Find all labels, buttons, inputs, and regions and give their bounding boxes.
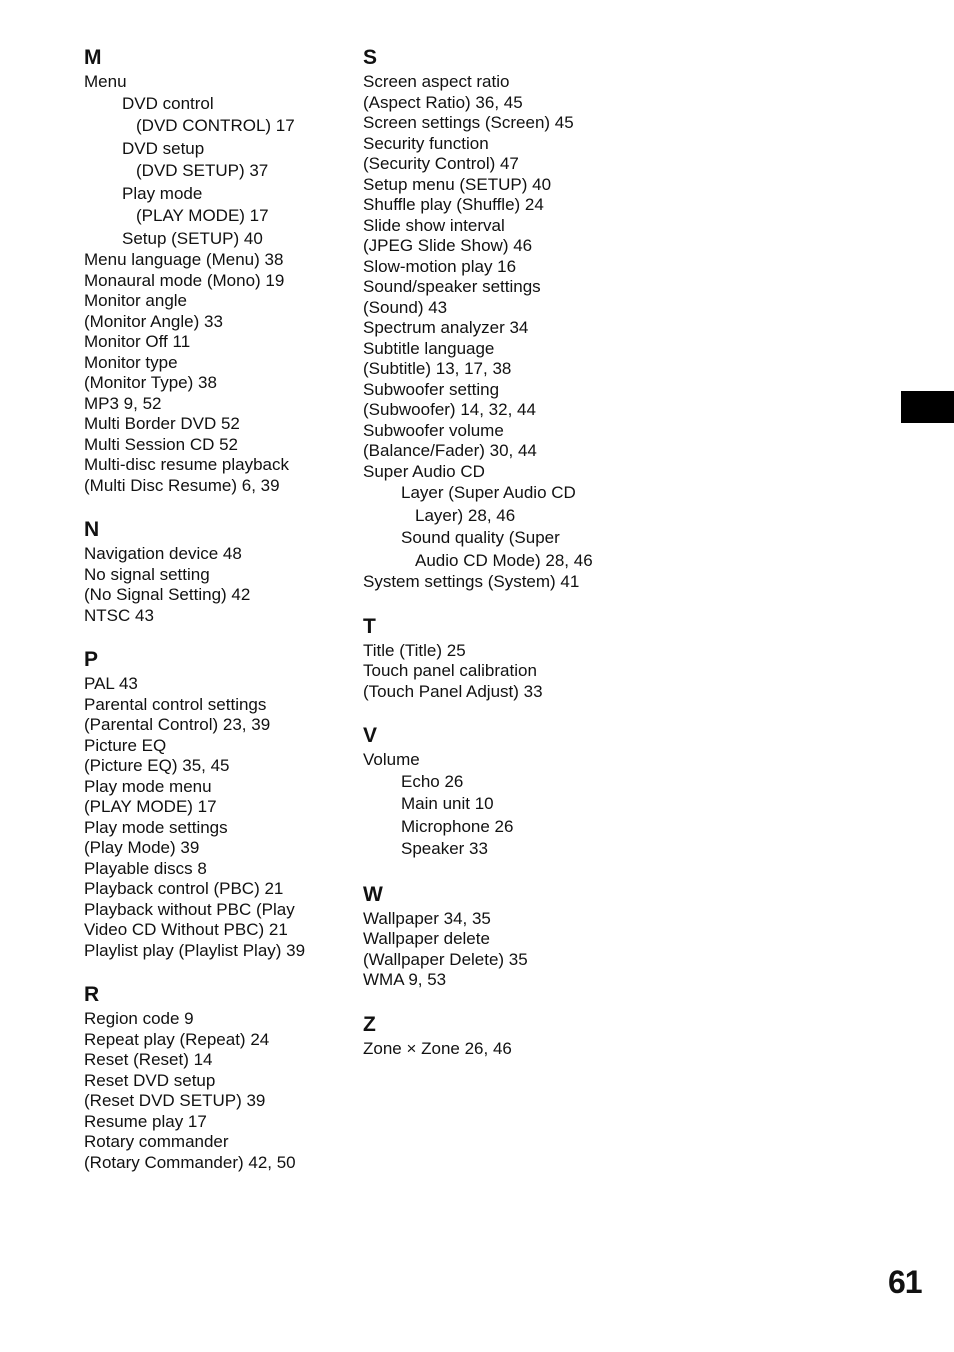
index-entry: Setup menu (SETUP) 40 [363, 174, 552, 194]
index-entry: Menu language (Menu) 38 [84, 250, 284, 269]
index-entry: (JPEG Slide Show) 46 [363, 236, 533, 255]
index-entry: Zone × Zone 26, 46 [363, 1038, 512, 1058]
index-section-r [84, 981, 349, 1173]
index-section-z [363, 1011, 663, 1060]
index-entry: Reset DVD setup [84, 1070, 216, 1090]
index-entry: Screen aspect ratio [363, 72, 510, 91]
index-entry: Rotary commander [84, 1132, 229, 1151]
index-subentry: DVD setup [122, 138, 205, 158]
index-section-v [363, 722, 663, 861]
index-entry: Spectrum analyzer 34 [363, 318, 529, 337]
section-thumb-tab [901, 391, 954, 423]
section-letter: V [363, 724, 378, 747]
index-subentry: Layer (Super Audio CD [401, 483, 576, 502]
index-entry: Resume play 17 [84, 1111, 207, 1131]
index-section-w [363, 881, 663, 991]
index-entry: NTSC 43 [84, 605, 154, 625]
index-column-right [363, 44, 663, 1079]
section-letter: T [363, 614, 376, 638]
index-entry: (Balance/Fader) 30, 44 [363, 441, 537, 460]
index-entry: Wallpaper 34, 35 [363, 908, 491, 928]
index-entry: (Monitor Type) 38 [84, 373, 217, 392]
index-entry: Super Audio CD [363, 461, 485, 481]
index-entry: Playlist play (Playlist Play) 39 [84, 940, 306, 960]
index-section-p [84, 646, 349, 961]
index-entry: Shuffle play (Shuffle) 24 [363, 195, 544, 214]
index-entry: Repeat play (Repeat) 24 [84, 1029, 270, 1049]
section-letter: Z [363, 1012, 376, 1036]
index-entry: Menu [84, 72, 127, 91]
index-entry: Play mode menu [84, 776, 212, 796]
index-entry: (Monitor Angle) 33 [84, 311, 223, 331]
index-entry: Parental control settings [84, 694, 267, 714]
index-entry: Wallpaper delete [363, 929, 490, 948]
section-letter: S [363, 46, 378, 69]
section-letter: R [84, 983, 100, 1006]
index-entry: Playable discs 8 [84, 858, 207, 878]
index-entry: WMA 9, 53 [363, 970, 447, 989]
index-entry: Slide show interval [363, 215, 505, 235]
index-column-left [84, 44, 349, 1193]
index-subentry: Microphone 26 [401, 816, 514, 836]
index-entry: (PLAY MODE) 17 [84, 797, 217, 816]
index-entry: Monitor angle [84, 291, 188, 310]
section-letter: P [84, 648, 99, 671]
index-entry: Multi-disc resume playback [84, 455, 290, 474]
index-entry: System settings (System) 41 [363, 572, 580, 591]
index-entry: Slow-motion play 16 [363, 256, 517, 276]
index-subentry: Audio CD Mode) 28, 46 [415, 550, 593, 570]
index-entry: Sound/speaker settings [363, 277, 541, 296]
index-subentry: DVD control [122, 93, 214, 113]
index-section-n [84, 516, 349, 626]
index-entry: (Subwoofer) 14, 32, 44 [363, 400, 536, 419]
section-letter: W [363, 882, 383, 906]
index-entry: Security function [363, 133, 489, 153]
index-subentry: Sound quality (Super [401, 528, 560, 547]
index-subentry: Speaker 33 [401, 839, 488, 858]
index-entry: Volume [363, 750, 420, 769]
index-entry: (Play Mode) 39 [84, 838, 200, 857]
index-entry: (No Signal Setting) 42 [84, 585, 251, 604]
index-entry: (Multi Disc Resume) 6, 39 [84, 475, 280, 495]
index-entry: (Wallpaper Delete) 35 [363, 949, 528, 969]
index-entry: Navigation device 48 [84, 544, 242, 563]
index-entry: Subtitle language [363, 338, 495, 358]
index-entry: No signal setting [84, 564, 210, 584]
index-entry: Play mode settings [84, 817, 228, 837]
index-entry: (Reset DVD SETUP) 39 [84, 1091, 266, 1110]
index-entry: Picture EQ [84, 735, 167, 755]
index-entry: Touch panel calibration [363, 661, 537, 680]
index-subentry: Main unit 10 [401, 794, 494, 813]
section-letter: N [84, 518, 100, 541]
index-subentry: (DVD SETUP) 37 [136, 161, 269, 180]
index-section-t [363, 613, 663, 703]
index-entry: Subwoofer volume [363, 420, 504, 440]
index-subentry: Play mode [122, 183, 203, 203]
index-entry: Subwoofer setting [363, 379, 500, 399]
index-entry: Monitor Off 11 [84, 332, 191, 351]
index-entry: PAL 43 [84, 674, 138, 693]
index-entry: (Subtitle) 13, 17, 38 [363, 359, 512, 378]
index-subentry: Layer) 28, 46 [415, 505, 516, 525]
index-section-m [84, 44, 349, 496]
index-entry: Multi Session CD 52 [84, 434, 239, 454]
index-entry: (Touch Panel Adjust) 33 [363, 681, 543, 701]
index-entry: MP3 9, 52 [84, 393, 162, 413]
index-subentry: (PLAY MODE) 17 [136, 206, 269, 225]
index-entry: Reset (Reset) 14 [84, 1050, 213, 1069]
index-entry: Monaural mode (Mono) 19 [84, 270, 285, 290]
index-entry: (Parental Control) 23, 39 [84, 715, 271, 734]
index-entry: Monitor type [84, 352, 178, 372]
index-subentry: Setup (SETUP) 40 [122, 228, 263, 248]
index-entry: (Sound) 43 [363, 297, 448, 317]
index-entry: (Security Control) 47 [363, 154, 519, 173]
index-entry: (Aspect Ratio) 36, 45 [363, 92, 523, 112]
index-entry: Screen settings (Screen) 45 [363, 113, 574, 132]
index-entry: (Rotary Commander) 42, 50 [84, 1152, 296, 1172]
index-entry: Title (Title) 25 [363, 640, 466, 660]
index-entry: Playback without PBC (Play [84, 899, 295, 919]
index-subentry: Echo 26 [401, 771, 464, 791]
index-entry: Playback control (PBC) 21 [84, 879, 284, 898]
section-letter: M [84, 46, 102, 69]
page-number: 61 [888, 1264, 922, 1300]
index-entry: Region code 9 [84, 1009, 194, 1028]
index-entry: Video CD Without PBC) 21 [84, 920, 288, 939]
index-subentry: (DVD CONTROL) 17 [136, 116, 295, 135]
index-section-s [363, 44, 663, 593]
index-entry: Multi Border DVD 52 [84, 414, 240, 433]
index-entry: (Picture EQ) 35, 45 [84, 756, 230, 775]
